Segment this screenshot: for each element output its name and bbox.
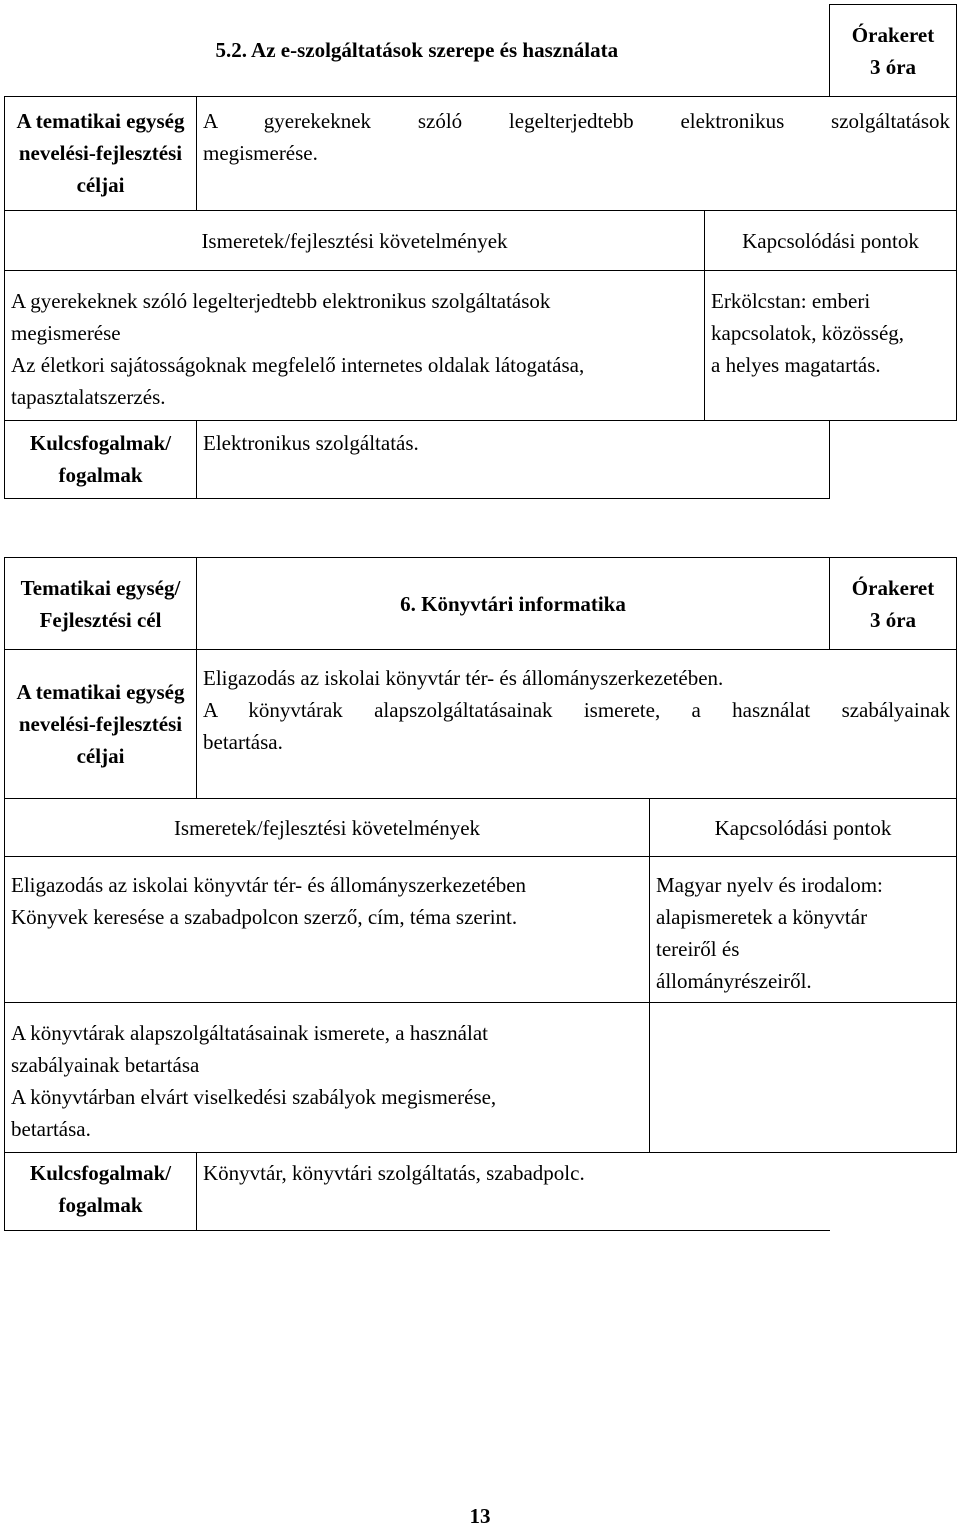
section1-key-label [5, 421, 197, 499]
links-line: Erkölcstan: emberi [711, 289, 871, 313]
links-line: a helyes magatartás. [711, 353, 881, 377]
req-line: A gyerekeknek szóló legelterjedtebb elektronikus szolgáltatások [11, 289, 551, 313]
section1-req-header: Ismeretek/fejlesztési követelmények [5, 211, 705, 271]
unit-label-line: Tematikai egység/ [20, 575, 181, 600]
section1-links-cell [705, 271, 957, 421]
section2-links1-cell [650, 857, 957, 1003]
req-line: Eligazodás az iskolai könyvtár tér- és állományszerkezetében [11, 873, 527, 897]
section2-req1-cell [5, 857, 650, 1003]
links-line: állományrészeiről. [656, 969, 812, 993]
section1-orakeret [830, 5, 957, 97]
links-line: kapcsolatok, közösség, [711, 321, 905, 345]
key-label-line: Kulcsfogalmak/ [29, 431, 172, 455]
req-line: megismerése [11, 321, 121, 345]
key-label-line: fogalmak [58, 463, 143, 487]
section1-req-cell [5, 271, 705, 421]
section1-key-empty [830, 421, 957, 499]
section1-goals-label [5, 97, 197, 211]
links-line: tereiről és [656, 937, 740, 961]
goals-label-line: nevelési-fejlesztési [18, 141, 183, 165]
section2-key-empty [830, 1153, 957, 1231]
goals-text-line: betartása. [203, 730, 283, 754]
goals-text-line: megismerése. [203, 141, 318, 165]
section2-req-header: Ismeretek/fejlesztési követelmények [5, 799, 650, 857]
unit-label-line: Fejlesztési cél [39, 607, 162, 632]
section2-links-header: Kapcsolódási pontok [650, 799, 957, 857]
req-line: betartása. [11, 1117, 91, 1141]
key-label-line: fogalmak [58, 1193, 143, 1217]
orakeret-value: 3 óra [869, 54, 917, 79]
section2-unit-label [5, 558, 197, 650]
key-label-line: Kulcsfogalmak/ [29, 1161, 172, 1185]
goals-label-line: nevelési-fejlesztési [18, 712, 183, 736]
req-line: A könyvtárak alapszolgáltatásainak ismerete, a használat [11, 1021, 488, 1045]
goals-label-line: céljai [76, 744, 125, 768]
section2-goals-text [197, 650, 957, 799]
req-line: szabályainak betartása [11, 1053, 200, 1077]
section2-goals-label [5, 650, 197, 799]
goals-text-line: A gyerekeknek szóló legelterjedtebb elektronikus szolgáltatások [203, 109, 951, 133]
section1-table [4, 4, 957, 499]
req-line: Könyvek keresése a szabadpolcon szerző, cím, téma szerint. [11, 905, 518, 929]
req-line: tapasztalatszerzés. [11, 385, 166, 409]
section1-links-header: Kapcsolódási pontok [705, 211, 957, 271]
goals-label-line: A tematikai egység [16, 680, 185, 704]
section1-goals-text [197, 97, 957, 211]
section2-orakeret [830, 558, 957, 650]
section2-req2-cell [5, 1003, 650, 1153]
links-line: alapismeretek a könyvtár [656, 905, 868, 929]
orakeret-value: 3 óra [869, 607, 917, 632]
section2-table [4, 557, 957, 1231]
section2-key-text: Könyvtár, könyvtári szolgáltatás, szabadpolc. [197, 1153, 830, 1231]
section1-key-text: Elektronikus szolgáltatás. [197, 421, 830, 499]
goals-label-line: céljai [76, 173, 125, 197]
req-line: Az életkori sajátosságoknak megfelelő internetes oldalak látogatása, [11, 353, 585, 377]
section2-title: 6. Könyvtári informatika [197, 558, 830, 650]
section2-links2-cell [650, 1003, 957, 1153]
goals-text-line: Eligazodás az iskolai könyvtár tér- és állományszerkezetében. [203, 666, 724, 690]
goals-text-line: A könyvtárak alapszolgáltatásainak ismerete, a használat szabályainak [203, 698, 951, 722]
links-line: Magyar nyelv és irodalom: [656, 873, 883, 897]
section1-title: 5.2. Az e-szolgáltatások szerepe és használata [5, 5, 830, 97]
orakeret-label: Órakeret [851, 575, 935, 600]
goals-label-line: A tematikai egység [16, 109, 185, 133]
page-number: 13 [469, 1504, 491, 1528]
req-line: A könyvtárban elvárt viselkedési szabályok megismerése, [11, 1085, 497, 1109]
orakeret-label: Órakeret [851, 22, 935, 47]
section2-key-label [5, 1153, 197, 1231]
